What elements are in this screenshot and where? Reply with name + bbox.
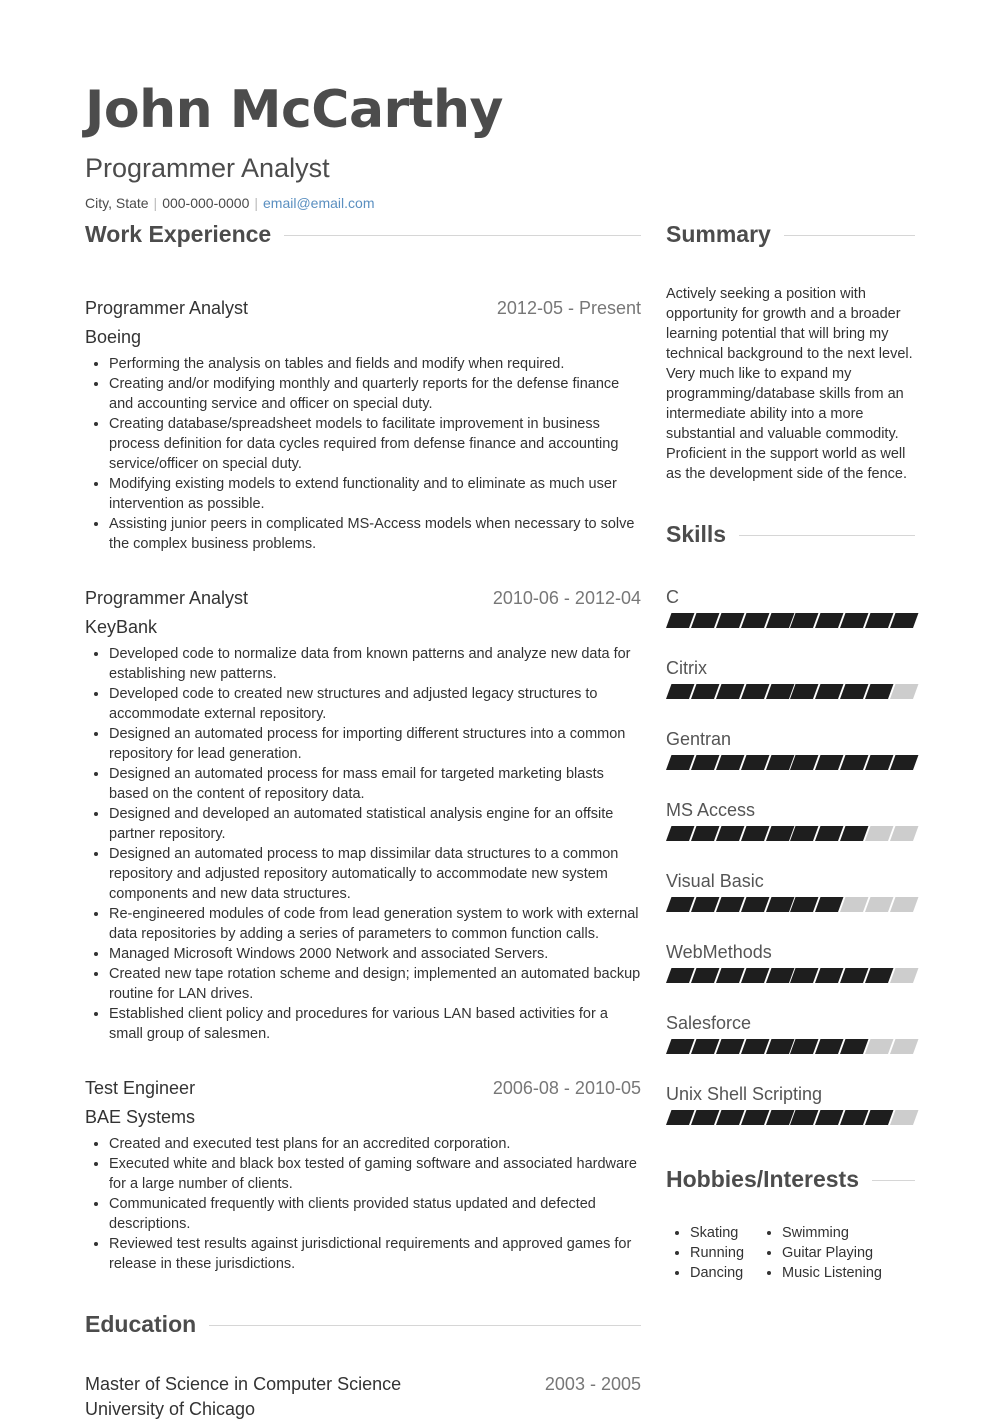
skill-level-segment — [890, 1039, 918, 1054]
duty-item: • Creating and/or modifying monthly and quarterly reports for the defense finance and accounting service and officer on special duty. — [109, 374, 641, 414]
skill-level-segment — [865, 968, 893, 983]
section-rule — [872, 1180, 915, 1181]
skill-level-segment — [865, 684, 893, 699]
skill-level-segment — [691, 755, 719, 770]
skill-level-bar — [666, 1110, 915, 1125]
skill-level-segment — [691, 1039, 719, 1054]
skill-level-segment — [766, 826, 794, 841]
section-label: Skills — [666, 520, 727, 547]
hobby-item: • Running — [690, 1243, 744, 1263]
education-heading — [85, 1308, 641, 1340]
duty-item: • Created and executed test plans for an accredited corporation. — [109, 1134, 641, 1154]
skill-level-bar — [666, 613, 915, 628]
skill-name: Unix Shell Scripting — [666, 1084, 823, 1104]
skill-level-bar — [666, 684, 915, 699]
skill-level-segment — [666, 897, 694, 912]
skill-name: MS Access — [666, 800, 756, 820]
hobby-item: • Swimming — [782, 1223, 882, 1243]
skill-item — [666, 871, 915, 912]
school: University of Chicago — [85, 1399, 256, 1419]
summary-heading — [666, 218, 915, 250]
skill-level-segment — [716, 613, 744, 628]
job-company: KeyBank — [85, 617, 158, 637]
skill-level-bar — [666, 968, 915, 983]
skill-level-segment — [741, 1039, 769, 1054]
duty-item: • Managed Microsoft Windows 2000 Network and associated Servers. — [109, 944, 641, 964]
duty-item: • Developed code to created new structures and adjusted legacy structures to accommodate external repository. — [109, 684, 641, 724]
skill-level-segment — [716, 1110, 744, 1125]
right-column — [666, 218, 915, 1283]
skill-level-segment — [716, 897, 744, 912]
skill-level-segment — [865, 1110, 893, 1125]
job-entry — [85, 1078, 641, 1274]
skill-level-segment — [716, 826, 744, 841]
skill-item — [666, 587, 915, 628]
job-dates: 2012-05 - Present — [496, 298, 641, 318]
skill-level-segment — [840, 1110, 868, 1125]
skill-level-segment — [790, 1039, 818, 1054]
skill-level-segment — [815, 826, 843, 841]
hobbies-heading — [666, 1163, 915, 1195]
skill-level-segment — [766, 613, 794, 628]
skill-level-segment — [741, 968, 769, 983]
skill-level-segment — [890, 968, 918, 983]
skill-level-segment — [766, 1110, 794, 1125]
skill-level-segment — [766, 1039, 794, 1054]
job-dates: 2006-08 - 2010-05 — [492, 1078, 641, 1098]
skill-level-segment — [766, 897, 794, 912]
job-entry — [85, 588, 641, 1044]
skill-item — [666, 1084, 915, 1125]
summary-text: Actively seeking a position with opportunity for growth and a broader learning potential that will bring my technical background to the next level. Very much like to expand my programming/database skills from an intermediate ability into a more substantial and valuable commodity. Proficient in the support world as well as the development side of the fence. — [666, 286, 913, 482]
left-column — [85, 218, 641, 1420]
skill-item — [666, 942, 915, 983]
skill-item — [666, 658, 915, 699]
job-header — [85, 588, 641, 609]
skill-level-segment — [840, 684, 868, 699]
skill-level-segment — [716, 1039, 744, 1054]
skill-level-segment — [890, 755, 918, 770]
candidate-title: Programmer Analyst — [85, 153, 330, 183]
duty-item: • Established client policy and procedures for various LAN based activities for a small group of salesmen. — [109, 1004, 641, 1044]
skill-level-segment — [790, 1110, 818, 1125]
skill-level-bar — [666, 897, 915, 912]
skill-item — [666, 729, 915, 770]
skill-level-segment — [815, 968, 843, 983]
section-rule — [739, 535, 915, 536]
duty-item: • Modifying existing models to extend functionality and to eliminate as much user intervention as possible. — [109, 474, 641, 514]
contact-separator: | — [254, 195, 259, 211]
job-duties — [85, 1134, 641, 1274]
job-duties — [85, 354, 641, 554]
job-entry — [85, 298, 641, 554]
section-rule — [284, 235, 641, 236]
duty-item: • Developed code to normalize data from known patterns and analyze new data for establishing new patterns. — [109, 644, 641, 684]
skill-level-segment — [766, 968, 794, 983]
skill-level-segment — [890, 684, 918, 699]
education-entry — [85, 1374, 641, 1420]
duty-item: • Reviewed test results against jurisdictional requirements and approved games for release in these jurisdictions. — [109, 1234, 641, 1274]
duty-item: • Creating database/spreadsheet models to facilitate improvement in business process definition for data cycles required from defense finance and accounting service/officer on special duty. — [109, 414, 641, 474]
hobbies-list — [666, 1223, 915, 1283]
duty-item: • Re-engineered modules of code from lead generation system to work with external data repositories by adding a series of parameters to common function calls. — [109, 904, 641, 944]
skill-level-segment — [815, 1110, 843, 1125]
duty-item: • Designed and developed an automated statistical analysis engine for an offsite partner repository. — [109, 804, 641, 844]
skill-level-segment — [691, 826, 719, 841]
section-label: Work Experience — [85, 220, 272, 247]
jobs-list — [85, 298, 641, 1274]
skill-level-segment — [716, 755, 744, 770]
section-rule — [784, 235, 915, 236]
skill-level-segment — [790, 826, 818, 841]
skill-level-segment — [840, 755, 868, 770]
job-title: Programmer Analyst — [85, 298, 249, 318]
duty-item: • Executed white and black box tested of gaming software and associated hardware for a large number of clients. — [109, 1154, 641, 1194]
skill-level-segment — [890, 1110, 918, 1125]
skill-level-segment — [666, 755, 694, 770]
duty-item: • Communicated frequently with clients provided status updated and defected descriptions. — [109, 1194, 641, 1234]
section-label: Summary — [666, 220, 771, 247]
skill-level-segment — [815, 755, 843, 770]
skill-level-segment — [741, 1110, 769, 1125]
skill-level-segment — [741, 684, 769, 699]
hobbies-column-2 — [758, 1223, 882, 1283]
work-experience-heading — [85, 218, 641, 250]
job-title: Programmer Analyst — [85, 588, 249, 608]
skill-level-bar — [666, 826, 915, 841]
job-title: Test Engineer — [85, 1078, 196, 1098]
skill-level-segment — [666, 613, 694, 628]
skill-level-segment — [666, 1039, 694, 1054]
job-dates: 2010-06 - 2012-04 — [492, 588, 641, 608]
degree: Master of Science in Computer Science — [85, 1374, 402, 1394]
skill-name: C — [666, 587, 679, 607]
skill-level-segment — [691, 684, 719, 699]
skill-name: WebMethods — [666, 942, 772, 962]
hobbies-column-1 — [666, 1223, 744, 1283]
duty-item: • Designed an automated process for mass email for targeted marketing blasts based on the content of repository data. — [109, 764, 641, 804]
skill-level-segment — [865, 755, 893, 770]
hobby-item: • Skating — [690, 1223, 744, 1243]
skill-level-segment — [890, 613, 918, 628]
email-link[interactable]: email@email.com — [263, 195, 375, 211]
skill-level-segment — [865, 897, 893, 912]
skill-level-segment — [741, 755, 769, 770]
skill-level-segment — [790, 684, 818, 699]
duty-item: • Designed an automated process for importing different structures into a common repository for lead generation. — [109, 724, 641, 764]
section-rule — [209, 1325, 641, 1326]
skill-level-segment — [815, 897, 843, 912]
job-company: Boeing — [85, 327, 142, 347]
skill-level-segment — [691, 1110, 719, 1125]
skill-level-segment — [815, 1039, 843, 1054]
skill-name: Citrix — [666, 658, 707, 678]
skill-level-segment — [691, 613, 719, 628]
skill-level-segment — [840, 613, 868, 628]
section-label: Education — [85, 1310, 197, 1337]
skill-name: Visual Basic — [666, 871, 764, 891]
skill-level-segment — [716, 684, 744, 699]
skill-level-segment — [766, 684, 794, 699]
duty-item: • Created new tape rotation scheme and design; implemented an automated backup routine for LAN drives. — [109, 964, 641, 1004]
skill-item — [666, 1013, 915, 1054]
skill-level-bar — [666, 755, 915, 770]
skill-level-segment — [766, 755, 794, 770]
skill-level-segment — [716, 968, 744, 983]
skills-list — [666, 587, 915, 1125]
skill-level-segment — [790, 613, 818, 628]
skill-level-segment — [790, 755, 818, 770]
hobby-item: • Music Listening — [782, 1263, 882, 1283]
hobby-item: • Guitar Playing — [782, 1243, 882, 1263]
skill-level-segment — [840, 968, 868, 983]
section-label: Hobbies/Interests — [666, 1165, 859, 1192]
skill-level-segment — [666, 684, 694, 699]
skill-level-segment — [666, 826, 694, 841]
skill-item — [666, 800, 915, 841]
job-company: BAE Systems — [85, 1107, 196, 1127]
skill-level-segment — [691, 897, 719, 912]
skill-level-segment — [666, 968, 694, 983]
skill-name: Gentran — [666, 729, 732, 749]
skill-level-segment — [840, 897, 868, 912]
skill-level-segment — [890, 897, 918, 912]
job-duties — [85, 644, 641, 1044]
contact-separator: | — [153, 195, 158, 211]
duty-item: • Designed an automated process to map dissimilar data structures to a common repository and adjusted repository automatically to accommodate new system components and new data structures. — [109, 844, 641, 904]
job-header — [85, 1078, 641, 1099]
skill-level-segment — [741, 613, 769, 628]
skill-level-segment — [840, 826, 868, 841]
candidate-name: John McCarthy — [85, 80, 503, 140]
skill-level-segment — [741, 826, 769, 841]
duty-item: • Performing the analysis on tables and fields and modify when required. — [109, 354, 641, 374]
duty-item: • Assisting junior peers in complicated MS-Access models when necessary to solve the complex business problems. — [109, 514, 641, 554]
skill-level-segment — [815, 684, 843, 699]
skill-level-segment — [865, 613, 893, 628]
location: City, State — [85, 195, 149, 211]
skill-level-segment — [840, 1039, 868, 1054]
skill-level-segment — [865, 1039, 893, 1054]
skills-heading — [666, 518, 915, 550]
skill-name: Salesforce — [666, 1013, 752, 1033]
education-dates: 2003 - 2005 — [544, 1374, 641, 1394]
skill-level-segment — [691, 968, 719, 983]
skill-level-segment — [790, 897, 818, 912]
skill-level-segment — [865, 826, 893, 841]
skill-level-bar — [666, 1039, 915, 1054]
job-header — [85, 298, 641, 319]
phone: 000-000-0000 — [162, 195, 250, 211]
skill-level-segment — [815, 613, 843, 628]
hobby-item: • Dancing — [690, 1263, 744, 1283]
skill-level-segment — [890, 826, 918, 841]
skill-level-segment — [666, 1110, 694, 1125]
skill-level-segment — [741, 897, 769, 912]
skill-level-segment — [790, 968, 818, 983]
contact-line — [85, 195, 374, 211]
